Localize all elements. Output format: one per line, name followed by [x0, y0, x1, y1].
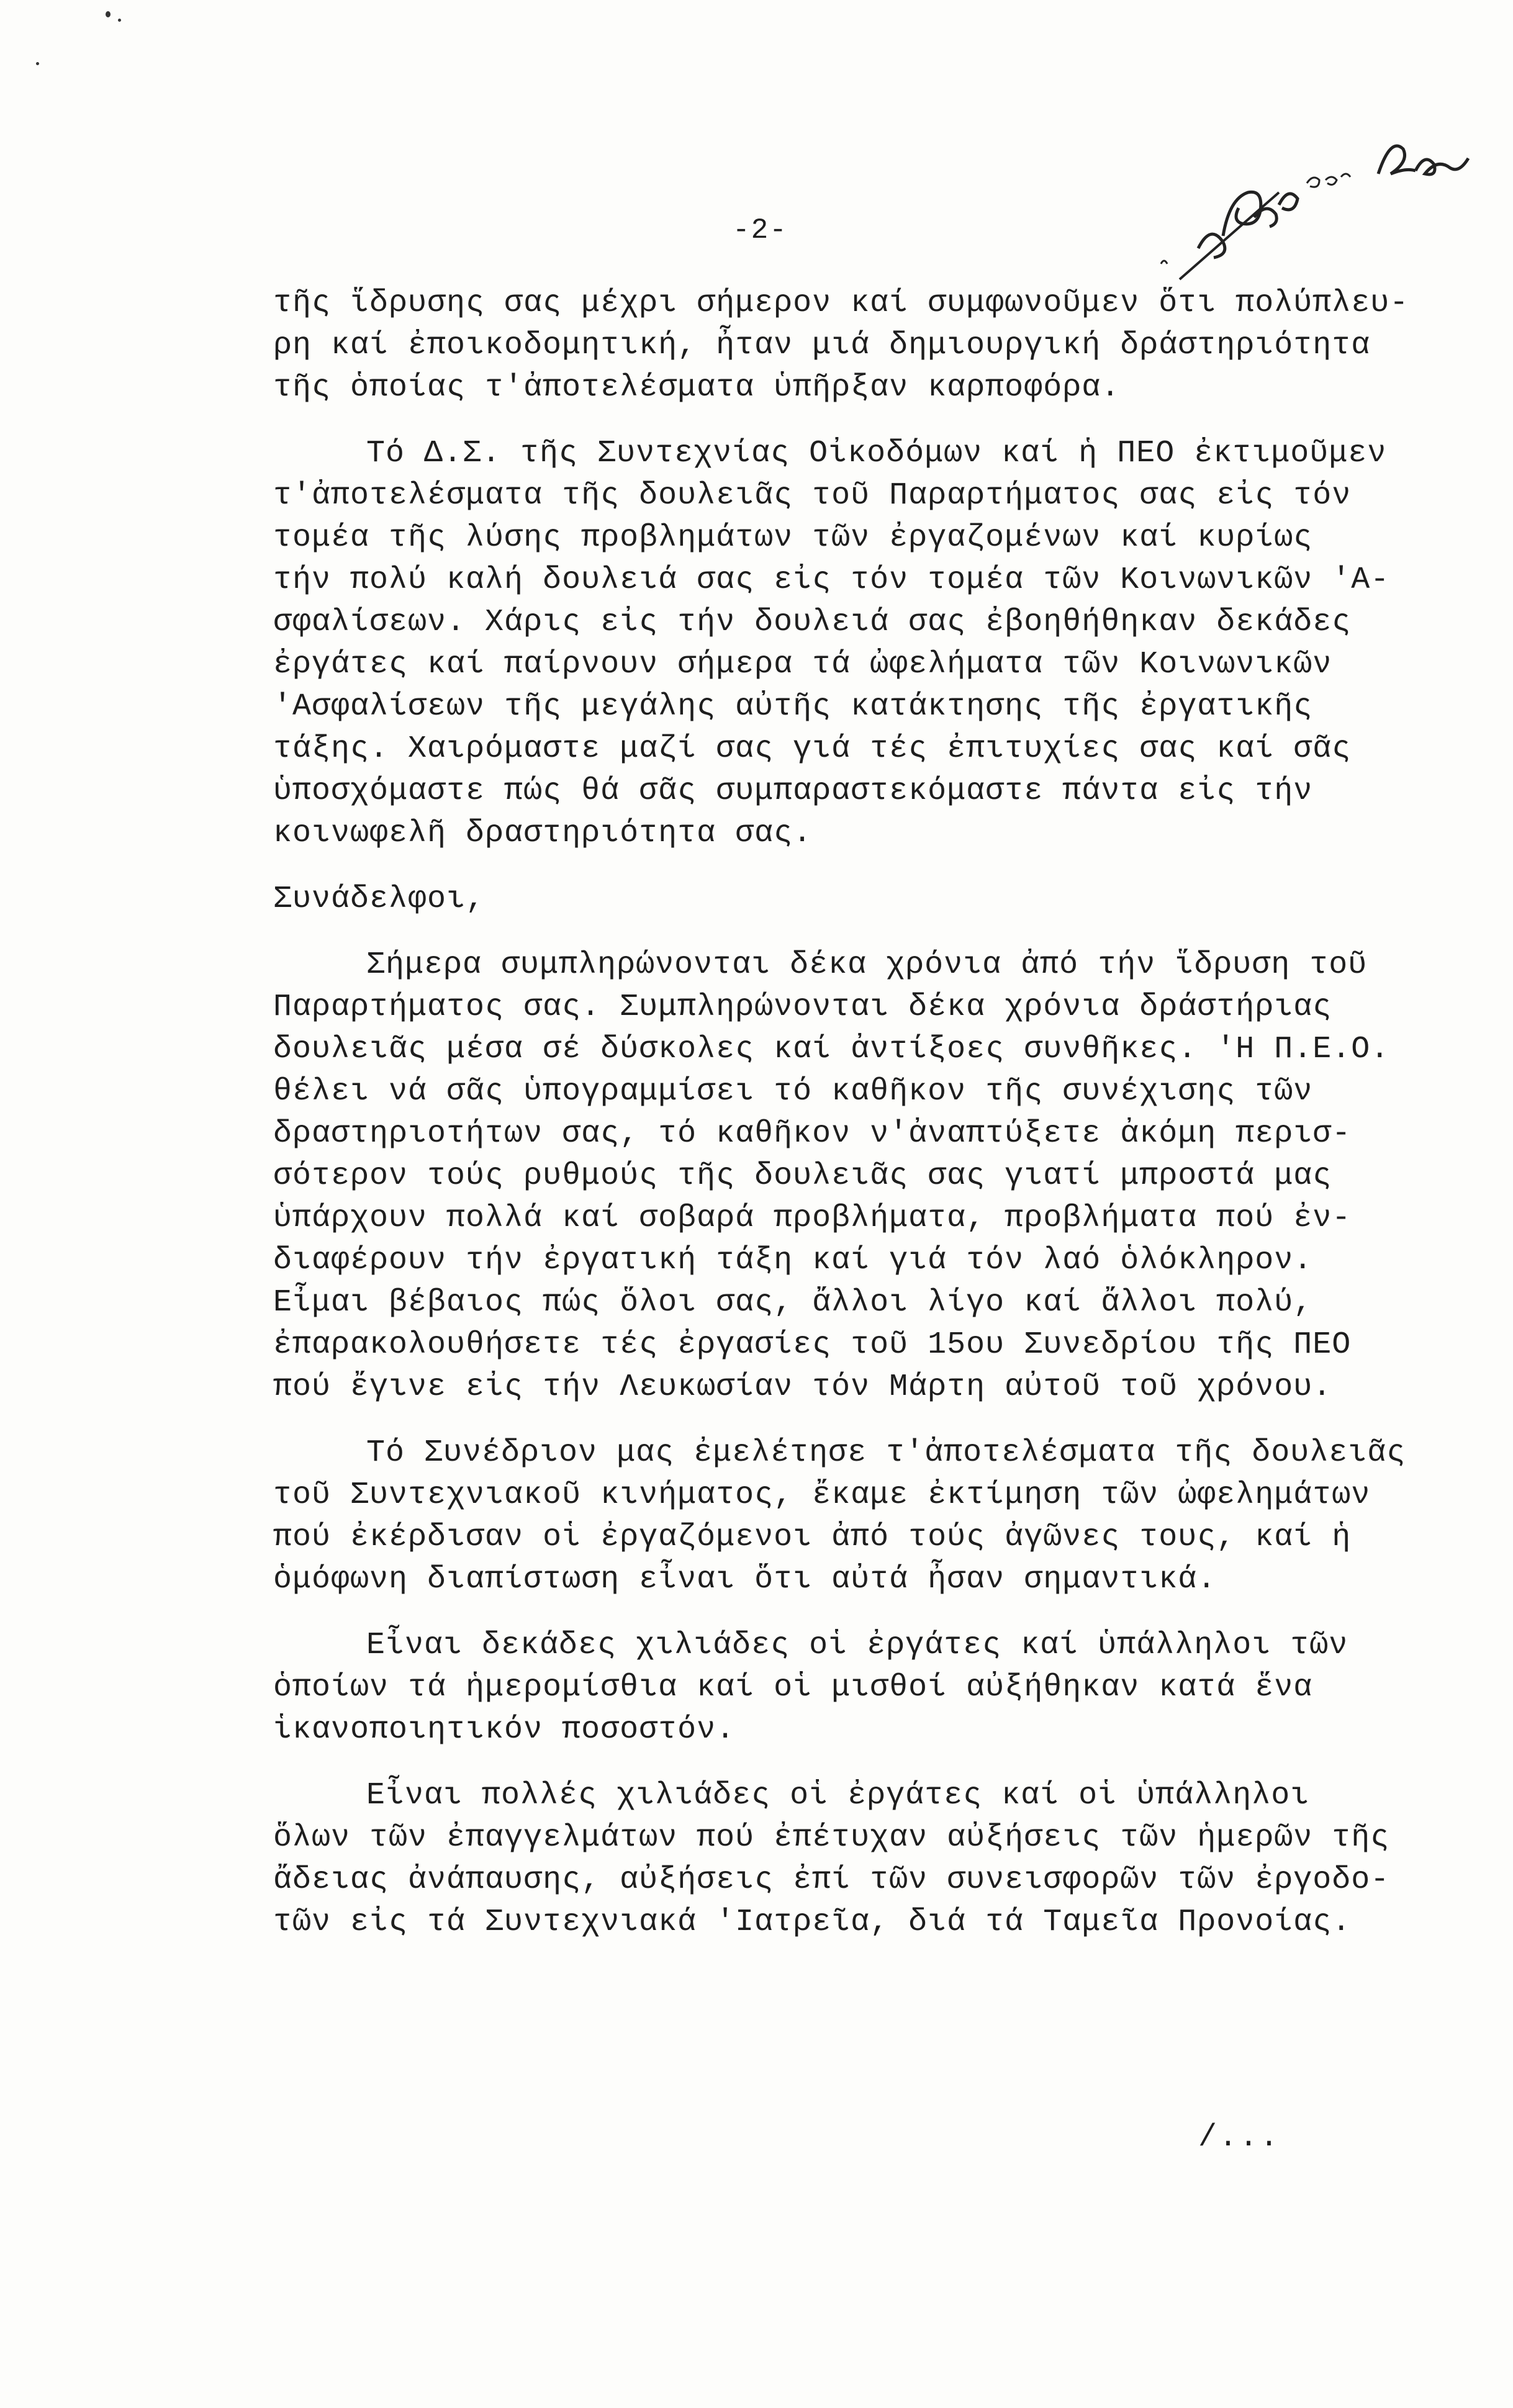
text-line: ἱκανοποιητικόν ποσοστόν. [273, 1712, 736, 1747]
paragraph [273, 944, 1428, 1409]
text-line: θέλει νά σᾶς ὑπογραμμίσει τό καθῆκον τῆς συνέχισης τῶν [273, 1074, 1313, 1109]
text-line: ὑποσχόμαστε πώς θά σᾶς συμπαραστεκόμαστε πάντα εἰς τήν [273, 773, 1313, 809]
paragraph [273, 1432, 1428, 1601]
text-line: Τό Συνέδριον μας ἐμελέτησε τ'ἀποτελέσματα τῆς δουλειᾶς [366, 1435, 1406, 1471]
text-line: τομέα τῆς λύσης προβλημάτων τῶν ἐργαζομένων καί κυρίως [273, 520, 1313, 556]
text-line: σότερον τούς ρυθμούς τῆς δουλειᾶς σας γιατί μπροστά μας [273, 1158, 1332, 1194]
text-line: τοῦ Συντεχνιακοῦ κινήματος, ἔκαμε ἐκτίμηση τῶν ὠφελημάτων [273, 1477, 1371, 1513]
text-line: ρη καί ἐποικοδομητική, ἦταν μιά δημιουργική δράστηριότητα [273, 328, 1371, 363]
scan-speck [36, 62, 39, 65]
text-line: τάξης. Χαιρόμαστε μαζί σας γιά τές ἐπιτυχίες σας καί σᾶς [273, 731, 1352, 767]
text-line: διαφέρουν τήν ἐργατική τάξη καί γιά τόν λαό ὁλόκληρον. [273, 1243, 1313, 1278]
text-line: δραστηριοτήτων σας, τό καθῆκον ν'ἀναπτύξετε ἀκόμη περισ- [273, 1116, 1352, 1152]
text-line: πού ἔγινε εἰς τήν Λευκωσίαν τόν Μάρτη αὐτοῦ τοῦ χρόνου. [273, 1369, 1332, 1405]
text-line: Σήμερα συμπληρώνονται δέκα χρόνια ἀπό τήν ἵδρυση τοῦ [366, 947, 1368, 983]
text-line: Τό Δ.Σ. τῆς Συντεχνίας Οἰκοδόμων καί ἡ ΠΕΟ ἐκτιμοῦμεν [366, 436, 1387, 471]
scan-speck [118, 19, 121, 22]
paragraph [273, 433, 1428, 855]
text-line: Παραρτήματος σας. Συμπληρώνονται δέκα χρόνια δράστήριας [273, 990, 1332, 1025]
text-line: δουλειᾶς μέσα σέ δύσκολες καί ἀντίξοες συνθῆκες. 'Η Π.Ε.Ο. [273, 1032, 1390, 1067]
text-line: Εἶμαι βέβαιος πώς ὅλοι σας, ἄλλοι λίγο καί ἄλλοι πολύ, [273, 1285, 1313, 1320]
salutation [273, 878, 1428, 921]
text-line: τήν πολύ καλή δουλειά σας εἰς τόν τομέα τῶν Κοινωνικῶν 'Α- [273, 562, 1390, 598]
text-line: ἄδειας ἀνάπαυσης, αὐξήσεις ἐπί τῶν συνεισφορῶν τῶν ἐργοδο- [273, 1862, 1390, 1898]
text-line: σφαλίσεων. Χάρις εἰς τήν δουλειά σας ἐβοηθήθηκαν δεκάδες [273, 605, 1352, 640]
text-line: Συνάδελφοι, [273, 882, 486, 917]
text-line: πού ἐκέρδισαν οἱ ἐργαζόμενοι ἀπό τούς ἀγῶνες τους, καί ἡ [273, 1520, 1352, 1555]
text-line: ὁποίων τά ἡμερομίσθια καί οἱ μισθοί αὐξήθηκαν κατά ἕνα [273, 1670, 1313, 1705]
text-line: ὑπάρχουν πολλά καί σοβαρά προβλήματα, προβλήματα πού ἐν- [273, 1201, 1352, 1236]
text-line: ὁμόφωνη διαπίστωση εἶναι ὅτι αὐτά ἦσαν σημαντικά. [273, 1562, 1217, 1597]
text-line: ἐπαρακολουθήσετε τές ἐργασίες τοῦ 15ου Συνεδρίου τῆς ΠΕΟ [273, 1327, 1352, 1363]
text-line: τ'ἀποτελέσματα τῆς δουλειᾶς τοῦ Παραρτήματος σας εἰς τόν [273, 478, 1352, 513]
text-line: Εἶναι δεκάδες χιλιάδες οἱ ἐργάτες καί ὑπάλληλοι τῶν [366, 1628, 1348, 1663]
page-number: -2- [733, 214, 788, 246]
paragraph [273, 1775, 1428, 1944]
continuation-mark: /... [1198, 2120, 1281, 2155]
text-line: 'Ασφαλίσεων τῆς μεγάλης αὐτῆς κατάκτησης τῆς ἐργατικῆς [273, 689, 1313, 724]
handwritten-note [1155, 124, 1502, 286]
text-line: ἐργάτες καί παίρνουν σήμερα τά ὠφελήματα τῶν Κοινωνικῶν [273, 647, 1332, 682]
text-line: ὅλων τῶν ἐπαγγελμάτων πού ἐπέτυχαν αὐξήσεις τῶν ἡμερῶν τῆς [273, 1820, 1390, 1856]
text-line: τῆς ἵδρυσης σας μέχρι σήμερον καί συμφωνοῦμεν ὅτι πολύπλευ- [273, 286, 1409, 321]
handwritten-signature-icon [1155, 124, 1502, 286]
scan-speck [106, 11, 111, 17]
text-line: Εἶναι πολλές χιλιάδες οἱ ἐργάτες καί οἱ ὑπάλληλοι [366, 1778, 1310, 1813]
letter-body [273, 282, 1428, 1967]
paragraph [273, 1625, 1428, 1751]
text-line: τῶν εἰς τά Συντεχνιακά 'Ιατρεῖα, διά τά Ταμεῖα Προνοίας. [273, 1905, 1352, 1940]
text-line: τῆς ὁποίας τ'ἀποτελέσματα ὑπῆρξαν καρποφόρα. [273, 370, 1121, 405]
paragraph [273, 282, 1428, 409]
text-line: κοινωφελῆ δραστηριότητα σας. [273, 816, 813, 851]
